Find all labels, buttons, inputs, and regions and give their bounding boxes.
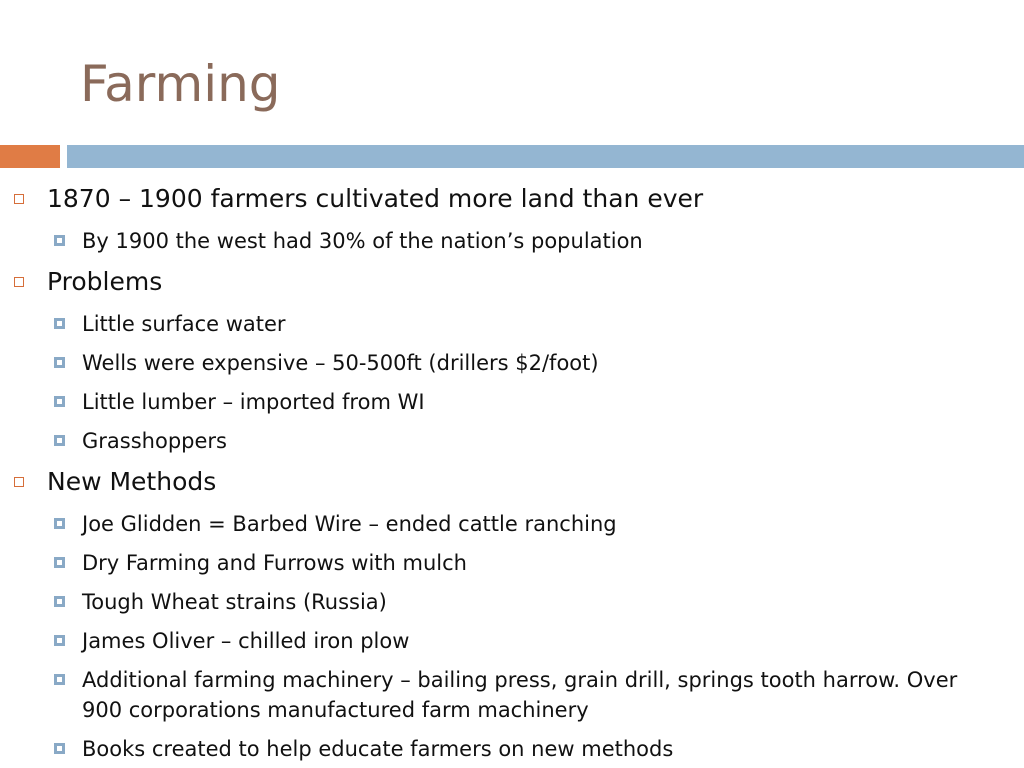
square-bullet-icon [54,396,65,407]
bullet-item [0,264,1024,300]
accent-bar-blue [67,145,1024,168]
sub-bullet-item [0,665,1024,725]
accent-bar-orange [0,145,60,168]
square-bullet-icon [54,743,65,754]
sub-bullet-text: By 1900 the west had 30% of the nation’s population [82,229,643,253]
sub-bullet-item [0,587,1024,617]
hollow-square-bullet-icon [14,477,24,487]
sub-bullet-text: Dry Farming and Furrows with mulch [82,551,467,575]
sub-bullet-text: Tough Wheat strains (Russia) [82,590,387,614]
sub-bullet-text: Books created to help educate farmers on new methods [82,737,674,761]
sub-bullet-item [0,426,1024,456]
square-bullet-icon [54,596,65,607]
square-bullet-icon [54,235,65,246]
square-bullet-icon [54,557,65,568]
bullet-item [0,181,1024,217]
sub-bullet-text: Additional farming machinery – bailing press, grain drill, springs tooth harrow. Over 900 corporations manufactured farm machinery [82,668,958,722]
square-bullet-icon [54,357,65,368]
square-bullet-icon [54,674,65,685]
sub-bullet-item [0,509,1024,539]
sub-bullet-item [0,734,1024,764]
hollow-square-bullet-icon [14,194,24,204]
sub-bullet-item [0,226,1024,256]
sub-bullet-item [0,548,1024,578]
slide-content [0,181,1024,764]
sub-bullet-item [0,626,1024,656]
sub-bullet-text: James Oliver – chilled iron plow [82,629,410,653]
square-bullet-icon [54,635,65,646]
sub-bullet-text: Wells were expensive – 50-500ft (drillers $2/foot) [82,351,599,375]
sub-bullet-text: Little lumber – imported from WI [82,390,425,414]
bullet-text: New Methods [47,467,217,496]
bullet-item [0,464,1024,500]
sub-bullet-item [0,387,1024,417]
sub-bullet-text: Little surface water [82,312,286,336]
sub-bullet-text: Joe Glidden = Barbed Wire – ended cattle ranching [82,512,617,536]
square-bullet-icon [54,318,65,329]
hollow-square-bullet-icon [14,277,24,287]
square-bullet-icon [54,435,65,446]
square-bullet-icon [54,518,65,529]
sub-bullet-item [0,348,1024,378]
slide-title: Farming [80,55,281,113]
bullet-text: 1870 – 1900 farmers cultivated more land than ever [47,184,704,213]
sub-bullet-text: Grasshoppers [82,429,227,453]
bullet-text: Problems [47,267,163,296]
sub-bullet-item [0,309,1024,339]
